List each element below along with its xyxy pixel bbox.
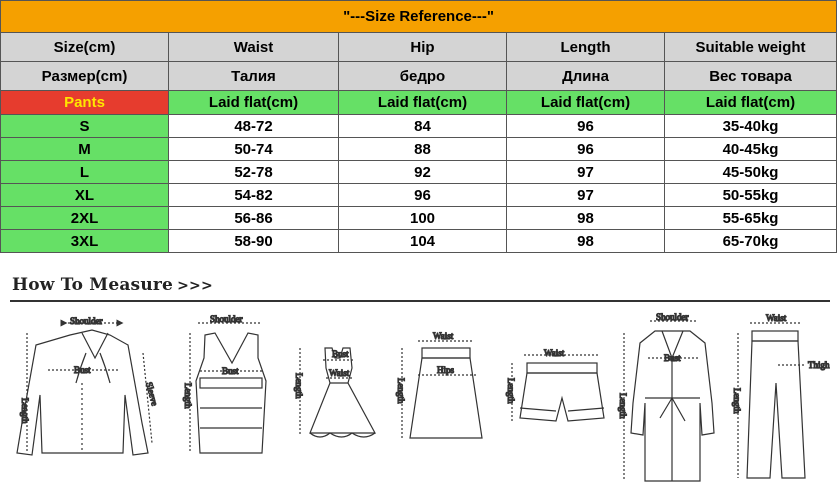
hip-cell: 96 [339, 184, 507, 207]
waist-label: Waist [329, 368, 350, 378]
header-length-ru: Длина [507, 62, 665, 91]
how-to-measure-title [12, 275, 213, 295]
weight-cell: 65-70kg [665, 230, 837, 253]
waist-cell: 56-86 [169, 207, 339, 230]
category-label: Pants [1, 91, 169, 115]
length-label: Length [506, 378, 516, 404]
table-row [1, 230, 837, 253]
hip-cell: 84 [339, 115, 507, 138]
shoulder-label: Shoulder [656, 312, 689, 322]
hip-cell: 104 [339, 230, 507, 253]
size-cell: S [1, 115, 169, 138]
length-cell: 96 [507, 138, 665, 161]
thigh-label: Thigh [808, 360, 830, 370]
tank-top-icon [190, 323, 266, 453]
weight-cell: 50-55kg [665, 184, 837, 207]
header-hip: Hip [339, 33, 507, 62]
sub-header-cell: Laid flat(cm) [339, 91, 507, 115]
table-row [1, 138, 837, 161]
shorts-icon [512, 355, 604, 421]
blouse-icon [17, 323, 152, 455]
how-to-measure-label: How To Measure [12, 275, 174, 295]
dress-icon [300, 348, 375, 437]
header-size-ru: Размер(cm) [1, 62, 169, 91]
waist-cell: 58-90 [169, 230, 339, 253]
length-label: Length [732, 388, 742, 414]
shoulder-label: Shoulder [70, 316, 103, 326]
length-cell: 98 [507, 207, 665, 230]
length-label: Length [396, 378, 406, 404]
table-title: "---Size Reference---" [1, 1, 837, 33]
sub-header-cell: Laid flat(cm) [507, 91, 665, 115]
bust-label: Bust [664, 353, 681, 363]
header-waist-ru: Талия [169, 62, 339, 91]
sub-header-row [1, 91, 837, 115]
weight-cell: 55-65kg [665, 207, 837, 230]
bust-label: Bust [74, 365, 91, 375]
length-label: Length [20, 398, 30, 424]
length-cell: 98 [507, 230, 665, 253]
divider [10, 300, 830, 302]
hip-cell: 88 [339, 138, 507, 161]
header-waist: Waist [169, 33, 339, 62]
length-label: Length [183, 383, 193, 409]
waist-cell: 50-74 [169, 138, 339, 161]
size-cell: M [1, 138, 169, 161]
sub-header-cell: Laid flat(cm) [169, 91, 339, 115]
header-row-ru [1, 62, 837, 91]
length-label: Length [618, 393, 628, 419]
coat-icon [624, 321, 714, 481]
length-cell: 97 [507, 184, 665, 207]
header-weight-ru: Вес товара [665, 62, 837, 91]
length-label: Length [294, 373, 304, 399]
length-cell: 96 [507, 115, 665, 138]
hip-cell: 92 [339, 161, 507, 184]
shoulder-label: Shoulder [210, 314, 243, 324]
length-cell: 97 [507, 161, 665, 184]
header-length: Length [507, 33, 665, 62]
sleeve-label: Sleeve [144, 380, 160, 407]
pants-icon [738, 323, 806, 478]
hips-label: Hips [437, 365, 455, 375]
sub-header-cell: Laid flat(cm) [665, 91, 837, 115]
waist-label: Waist [544, 348, 565, 358]
bust-label: Bust [222, 366, 239, 376]
skirt-icon [402, 341, 482, 438]
size-cell: 3XL [1, 230, 169, 253]
header-row-en [1, 33, 837, 62]
weight-cell: 40-45kg [665, 138, 837, 161]
size-cell: L [1, 161, 169, 184]
waist-cell: 54-82 [169, 184, 339, 207]
waist-cell: 52-78 [169, 161, 339, 184]
size-cell: 2XL [1, 207, 169, 230]
size-cell: XL [1, 184, 169, 207]
arrows-icon: >>> [177, 278, 213, 294]
table-row [1, 161, 837, 184]
weight-cell: 45-50kg [665, 161, 837, 184]
table-row [1, 184, 837, 207]
waist-label: Waist [766, 313, 787, 323]
table-row [1, 207, 837, 230]
hip-cell: 100 [339, 207, 507, 230]
header-hip-ru: бедро [339, 62, 507, 91]
how-to-measure-section [0, 263, 840, 490]
weight-cell: 35-40kg [665, 115, 837, 138]
bust-label: Bust [332, 349, 349, 359]
header-size: Size(cm) [1, 33, 169, 62]
header-weight: Suitable weight [665, 33, 837, 62]
table-row [1, 115, 837, 138]
waist-cell: 48-72 [169, 115, 339, 138]
waist-label: Waist [433, 331, 454, 341]
garment-diagrams [0, 303, 840, 490]
